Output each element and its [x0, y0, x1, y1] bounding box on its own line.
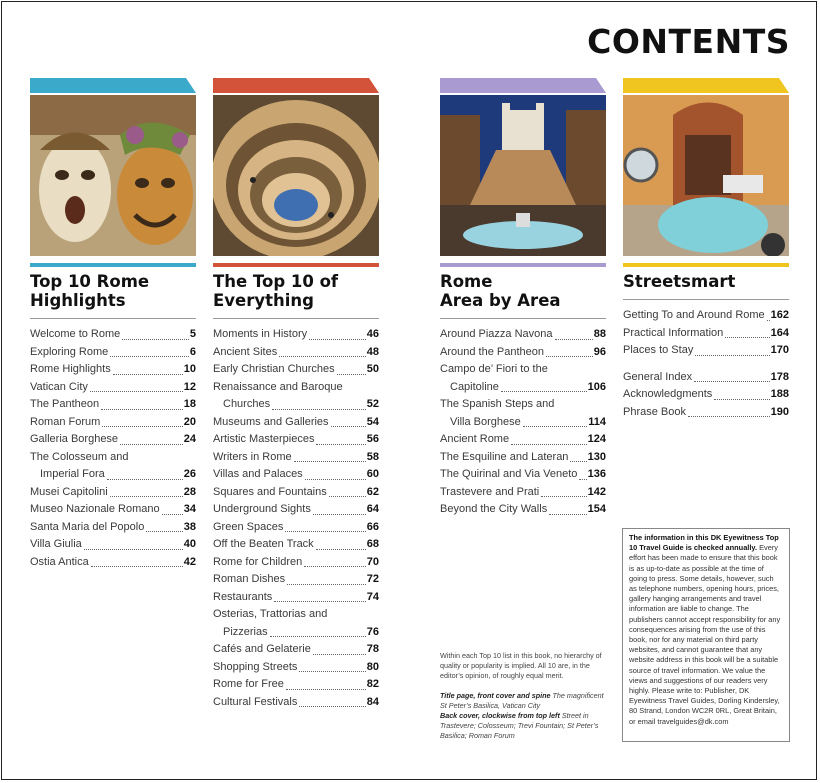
toc-entry[interactable]: [440, 396, 606, 431]
toc-entry[interactable]: [30, 396, 196, 414]
credit-text: The magnificent St Peter’s Basilica, Vatican City: [440, 691, 604, 710]
toc-entry[interactable]: [440, 466, 606, 484]
entry-label: Exploring Rome: [30, 345, 109, 358]
page-number: 50: [366, 363, 379, 375]
heading-divider: [623, 299, 789, 300]
page-number: 76: [366, 625, 379, 638]
page-number: 38: [183, 520, 196, 533]
page-number: 68: [366, 538, 379, 550]
dot-leader: [299, 706, 365, 707]
page-number: 64: [366, 503, 379, 515]
entry-label: The Esquiline and Lateran: [440, 450, 569, 463]
info-box: [622, 528, 790, 742]
entry-label: Campo de’ Fiori to the: [440, 363, 548, 375]
page-number: 26: [183, 468, 196, 480]
dot-leader: [579, 479, 586, 480]
page-number: 164: [770, 326, 789, 339]
dot-leader: [523, 426, 588, 427]
page-number: 136: [587, 468, 606, 480]
hierarchy-note: Within each Top 10 list in this book, no hierarchy of quality or popularity is implied. All 10 are, in the editor’s opinion, of roughly equal merit.: [440, 651, 602, 680]
entry-label: Musei Capitolini: [30, 485, 108, 498]
toc-entry[interactable]: [440, 326, 606, 344]
entry-label: Galleria Borghese: [30, 433, 119, 445]
dot-leader: [286, 689, 366, 690]
entry-label: Villa Borghese: [450, 415, 521, 428]
dot-leader: [767, 320, 770, 321]
dot-leader: [541, 496, 586, 497]
toc-entry[interactable]: [213, 676, 379, 694]
page-number: 52: [366, 398, 379, 410]
spiral-staircase-photo: [213, 95, 379, 256]
section-tab: [30, 78, 196, 93]
entry-label: Museo Nazionale Romano: [30, 503, 160, 515]
toc-entry[interactable]: [213, 484, 379, 502]
page-number: 5: [189, 328, 196, 340]
page-number: 154: [587, 503, 606, 515]
heading-line: Rome: [440, 272, 493, 291]
entry-label: Moments in History: [213, 328, 308, 340]
entry-label: Early Christian Churches: [213, 363, 335, 375]
page-number: 60: [366, 468, 379, 480]
dot-leader: [90, 391, 183, 392]
page-number: 170: [770, 344, 789, 356]
entry-continuation: [213, 624, 379, 642]
page-number: 88: [593, 328, 606, 340]
toc-entry[interactable]: [213, 501, 379, 519]
page-number: 18: [183, 398, 196, 410]
dot-leader: [316, 549, 366, 550]
entry-label: Museums and Galleries: [213, 415, 329, 428]
toc-list: [213, 326, 379, 711]
toc-entry[interactable]: [440, 501, 606, 519]
entry-label: Ostia Antica: [30, 555, 89, 568]
theatre-masks-photo: [30, 95, 196, 256]
dot-leader: [113, 374, 183, 375]
page-number: 190: [770, 405, 789, 418]
entry-label: Writers in Rome: [213, 450, 292, 463]
section-rule: [623, 263, 789, 267]
entry-label: Places to Stay: [623, 344, 694, 356]
dot-leader: [694, 381, 770, 382]
entry-continuation: [440, 379, 606, 397]
toc-entry[interactable]: [30, 326, 196, 344]
page-number: 66: [366, 520, 379, 533]
toc-entry[interactable]: [213, 694, 379, 712]
heading-divider: [213, 318, 379, 319]
section-area: [440, 78, 606, 519]
dot-leader: [316, 444, 365, 445]
page-number: 96: [593, 345, 606, 358]
toc-entry[interactable]: [213, 606, 379, 641]
heading-line: Area by Area: [440, 291, 561, 310]
toc-entry[interactable]: [213, 361, 379, 379]
dot-leader: [546, 356, 593, 357]
toc-entry[interactable]: [623, 386, 789, 404]
dot-leader: [299, 671, 365, 672]
dot-leader: [146, 531, 182, 532]
dot-leader: [102, 426, 182, 427]
section-heading: [623, 272, 789, 291]
toc-entry[interactable]: [213, 431, 379, 449]
dot-leader: [309, 339, 366, 340]
entry-label: General Index: [623, 370, 693, 383]
entry-label: Welcome to Rome: [30, 328, 121, 340]
toc-entry[interactable]: [213, 641, 379, 659]
entry-label: Trastevere and Prati: [440, 485, 540, 498]
dot-leader: [337, 374, 366, 375]
page-number: 34: [183, 503, 196, 515]
heading-line: Top 10 Rome: [30, 272, 150, 291]
page-title: CONTENTS: [587, 22, 790, 61]
toc-entry[interactable]: [30, 361, 196, 379]
heading-divider: [30, 318, 196, 319]
credit-text: Street in Trastevere; Colosseum; Trevi Fountain; St Peter’s Basilica; Roman Forum: [440, 711, 599, 740]
toc-entry[interactable]: [30, 501, 196, 519]
toc-entry[interactable]: [30, 449, 196, 484]
vespa-photo: [623, 95, 789, 256]
page-number: 178: [770, 370, 789, 383]
dot-leader: [285, 531, 365, 532]
dot-leader: [107, 479, 183, 480]
toc-entry[interactable]: [213, 519, 379, 537]
entry-label: Around Piazza Navona: [440, 328, 553, 340]
heading-divider: [440, 318, 606, 319]
dot-leader: [304, 566, 365, 567]
entry-label: Roman Dishes: [213, 573, 286, 585]
entry-label: Ancient Rome: [440, 433, 510, 445]
entry-label: Squares and Fountains: [213, 485, 327, 498]
section-rule: [440, 263, 606, 267]
page-number: 12: [183, 380, 196, 393]
entry-label: Roman Forum: [30, 415, 101, 428]
toc-entry[interactable]: [213, 379, 379, 414]
cover-credits: [440, 691, 610, 741]
toc-entry[interactable]: [213, 589, 379, 607]
page-number: 124: [587, 433, 606, 445]
toc-entry[interactable]: [440, 361, 606, 396]
entry-label: Cafés and Gelaterie: [213, 643, 311, 655]
entry-label: Cultural Festivals: [213, 695, 298, 708]
toc-entry[interactable]: [213, 659, 379, 677]
page-number: 42: [183, 555, 196, 568]
dot-leader: [122, 339, 189, 340]
entry-label: Beyond the City Walls: [440, 503, 548, 515]
toc-entry[interactable]: [213, 571, 379, 589]
dot-leader: [511, 444, 587, 445]
entry-label: Artistic Masterpieces: [213, 433, 315, 445]
section-heading: [213, 272, 379, 310]
dot-leader: [329, 496, 366, 497]
entry-label: Villa Giulia: [30, 538, 82, 550]
toc-entry[interactable]: [30, 519, 196, 537]
page-number: 80: [366, 660, 379, 673]
dot-leader: [91, 566, 183, 567]
info-box-body: Every effort has been made to ensure that this book is as up-to-date as possible at the time of going to press. Some details, however, such as telephone numbers, opening hours, prices, gallery hanging arrangements and travel information are liable to change. The publishers cannot accept responsibility for any consequences arising from the use of this book, nor for any material on third party websites, and cannot guarantee that any website address in this book will be a suitable source of travel information. We value the views and suggestions of our readers very highly. Please write to: Publisher, DK Eyewitness Travel Guides, Dorling Kindersley, 80 Strand, London WC2R 0RL, Great Britain, or email travelguides@dk.com: [629, 543, 781, 726]
section-rule: [213, 263, 379, 267]
dot-leader: [110, 496, 183, 497]
entry-label: Phrase Book: [623, 405, 686, 418]
toc-entry[interactable]: [440, 344, 606, 362]
entry-label: Rome for Children: [213, 555, 303, 568]
page-number: 74: [366, 590, 379, 603]
page-number: 54: [366, 415, 379, 428]
page-number: 130: [587, 450, 606, 463]
toc-entry[interactable]: [213, 326, 379, 344]
entry-label: Green Spaces: [213, 520, 284, 533]
toc-entry[interactable]: [440, 484, 606, 502]
toc-list: [623, 307, 789, 421]
credit-label: Title page, front cover and spine: [440, 691, 551, 700]
heading-line: Everything: [213, 291, 314, 310]
toc-entry[interactable]: [30, 414, 196, 432]
page-number: 188: [770, 388, 789, 400]
toc-entry[interactable]: [623, 307, 789, 325]
toc-entry[interactable]: [213, 466, 379, 484]
dot-leader: [313, 654, 366, 655]
entry-label: Imperial Fora: [40, 468, 105, 480]
page-number: 28: [183, 485, 196, 498]
entry-label: Villas and Palaces: [213, 468, 303, 480]
toc-entry[interactable]: [440, 449, 606, 467]
entry-continuation: [440, 414, 606, 432]
dot-leader: [549, 514, 586, 515]
section-highlights: [30, 78, 196, 571]
entry-label: Rome for Free: [213, 678, 284, 690]
dot-leader: [120, 444, 183, 445]
toc-entry[interactable]: [30, 554, 196, 572]
section-heading: [440, 272, 606, 310]
toc-entry[interactable]: [213, 344, 379, 362]
dot-leader: [331, 426, 366, 427]
entry-label: Renaissance and Baroque: [213, 380, 343, 393]
dot-leader: [725, 337, 769, 338]
dot-leader: [272, 409, 366, 410]
entry-label: The Colosseum and: [30, 450, 129, 463]
page-number: 40: [183, 538, 196, 550]
heading-line: Streetsmart: [623, 272, 736, 291]
page-number: 62: [366, 485, 379, 498]
entry-label: Acknowledgments: [623, 388, 713, 400]
page-number: 78: [366, 643, 379, 655]
entry-label: Practical Information: [623, 326, 724, 339]
toc-entry[interactable]: [623, 342, 789, 360]
section-tab: [213, 78, 379, 93]
dot-leader: [688, 416, 770, 417]
dot-leader: [555, 339, 593, 340]
page-number: 10: [183, 363, 196, 375]
page-number: 46: [366, 328, 379, 340]
page-number: 48: [366, 345, 379, 358]
info-box-heading: The information in this DK Eyewitness Top 10 Travel Guide is checked annually.: [629, 533, 779, 553]
entry-label: Shopping Streets: [213, 660, 298, 673]
dot-leader: [287, 584, 366, 585]
dot-leader: [501, 391, 587, 392]
section-heading: [30, 272, 196, 310]
list-gap: [623, 360, 789, 369]
section-streetsmart: [623, 78, 789, 421]
page-number: 84: [366, 695, 379, 708]
toc-entry[interactable]: [623, 404, 789, 422]
spanish-steps-photo: [440, 95, 606, 256]
dot-leader: [110, 356, 189, 357]
toc-entry[interactable]: [623, 325, 789, 343]
toc-entry[interactable]: [213, 536, 379, 554]
dot-leader: [162, 514, 183, 515]
entry-label: Vatican City: [30, 380, 88, 393]
toc-entry[interactable]: [213, 449, 379, 467]
page-number: 20: [183, 415, 196, 428]
entry-label: Ancient Sites: [213, 345, 278, 358]
entry-label: Rome Highlights: [30, 363, 111, 375]
page-number: 24: [183, 433, 196, 445]
toc-entry[interactable]: [623, 369, 789, 387]
entry-label: Getting To and Around Rome: [623, 309, 765, 321]
section-everything: [213, 78, 379, 711]
entry-label: Pizzerias: [223, 625, 268, 638]
dot-leader: [570, 461, 586, 462]
heading-line: The Top 10 of: [213, 272, 339, 291]
entry-label: Capitoline: [450, 380, 499, 393]
entry-label: Around the Pantheon: [440, 345, 544, 358]
toc-entry[interactable]: [30, 379, 196, 397]
page-number: 72: [366, 573, 379, 585]
toc-list: [440, 326, 606, 519]
toc-entry[interactable]: [30, 344, 196, 362]
toc-entry[interactable]: [213, 554, 379, 572]
dot-leader: [714, 399, 769, 400]
section-tab: [440, 78, 606, 93]
toc-list: [30, 326, 196, 571]
toc-entry[interactable]: [30, 536, 196, 554]
page-number: 82: [366, 678, 379, 690]
page-number: 106: [587, 380, 606, 393]
toc-entry[interactable]: [213, 414, 379, 432]
entry-label: Osterias, Trattorias and: [213, 608, 328, 620]
entry-label: The Spanish Steps and: [440, 398, 555, 410]
section-tab: [623, 78, 789, 93]
dot-leader: [305, 479, 366, 480]
entry-label: Santa Maria del Popolo: [30, 520, 145, 533]
dot-leader: [294, 461, 366, 462]
credit-label: Back cover, clockwise from top left: [440, 711, 560, 720]
dot-leader: [101, 409, 183, 410]
dot-leader: [279, 356, 366, 357]
page-number: 56: [366, 433, 379, 445]
page-number: 142: [587, 485, 606, 498]
entry-continuation: [30, 466, 196, 484]
dot-leader: [84, 549, 183, 550]
entry-label: Churches: [223, 398, 271, 410]
dot-leader: [274, 601, 365, 602]
section-rule: [30, 263, 196, 267]
page-number: 114: [588, 415, 606, 428]
entry-label: Underground Sights: [213, 503, 311, 515]
entry-label: The Pantheon: [30, 398, 100, 410]
page-number: 6: [189, 345, 196, 358]
toc-entry[interactable]: [440, 431, 606, 449]
dot-leader: [695, 355, 769, 356]
entry-label: Off the Beaten Track: [213, 538, 314, 550]
toc-entry[interactable]: [30, 484, 196, 502]
dot-leader: [270, 636, 366, 637]
heading-line: Highlights: [30, 291, 126, 310]
page-number: 58: [366, 450, 379, 463]
toc-entry[interactable]: [30, 431, 196, 449]
page-number: 70: [366, 555, 379, 568]
entry-continuation: [213, 396, 379, 414]
page-number: 162: [770, 309, 789, 321]
entry-label: The Quirinal and Via Veneto: [440, 468, 578, 480]
dot-leader: [313, 514, 366, 515]
entry-label: Restaurants: [213, 590, 273, 603]
